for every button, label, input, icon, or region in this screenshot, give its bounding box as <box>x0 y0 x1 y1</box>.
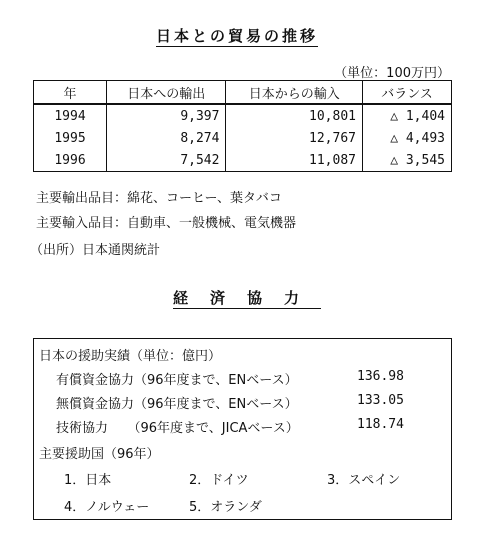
row-imports: 12,767 <box>226 127 363 149</box>
row-exports: 7,542 <box>107 149 226 172</box>
row-balance: △ 4,493 <box>363 127 452 149</box>
table-row <box>34 104 452 127</box>
row-exports: 9,397 <box>107 104 226 127</box>
row-imports: 10,801 <box>226 104 363 127</box>
source-note: （出所）日本通関統計 <box>30 243 161 258</box>
row-year: 1995 <box>34 127 107 149</box>
recipient-item: 5．オランダ <box>189 500 262 515</box>
aid-row-label: 技術協力 （96年度まで、JICAベース） <box>56 421 299 436</box>
imports-note: 主要輸入品目：自動車、一般機械、電気機器 <box>36 216 297 231</box>
header-year: 年 <box>34 81 107 105</box>
aid-row-value: 133.05 <box>357 393 404 408</box>
header-balance: バランス <box>363 81 452 105</box>
recipient-item: 1．日本 <box>64 473 112 488</box>
recipients-heading: 主要援助国（96年） <box>39 447 160 462</box>
row-year: 1994 <box>34 104 107 127</box>
trade-table <box>33 80 452 172</box>
row-year: 1996 <box>34 149 107 172</box>
recipient-item: 4．ノルウェー <box>64 500 150 515</box>
row-balance: △ 3,545 <box>363 149 452 172</box>
table-row <box>34 149 452 172</box>
aid-row-label: 無償資金協力（96年度まで、ENベース） <box>56 397 298 412</box>
aid-box <box>33 338 452 520</box>
aid-row-value: 136.98 <box>357 369 404 384</box>
exports-note: 主要輸出品目：綿花、コーヒー、葉タバコ <box>36 191 282 206</box>
aid-heading: 日本の援助実績（単位：億円） <box>39 349 222 364</box>
unit-note: （単位：100万円） <box>334 66 450 81</box>
header-exports: 日本への輸出 <box>107 81 226 105</box>
aid-row-label: 有償資金協力（96年度まで、ENベース） <box>56 373 298 388</box>
row-imports: 11,087 <box>226 149 363 172</box>
table-row <box>34 127 452 149</box>
row-exports: 8,274 <box>107 127 226 149</box>
row-balance: △ 1,404 <box>363 104 452 127</box>
header-imports: 日本からの輸入 <box>226 81 363 105</box>
trade-title: 日本との貿易の推移 <box>156 27 319 45</box>
aid-row-value: 118.74 <box>357 417 404 432</box>
cooperation-title: 経済協力 <box>173 289 322 307</box>
recipient-item: 2．ドイツ <box>189 473 249 488</box>
table-header-row <box>34 81 452 105</box>
recipient-item: 3．スペイン <box>327 473 401 488</box>
